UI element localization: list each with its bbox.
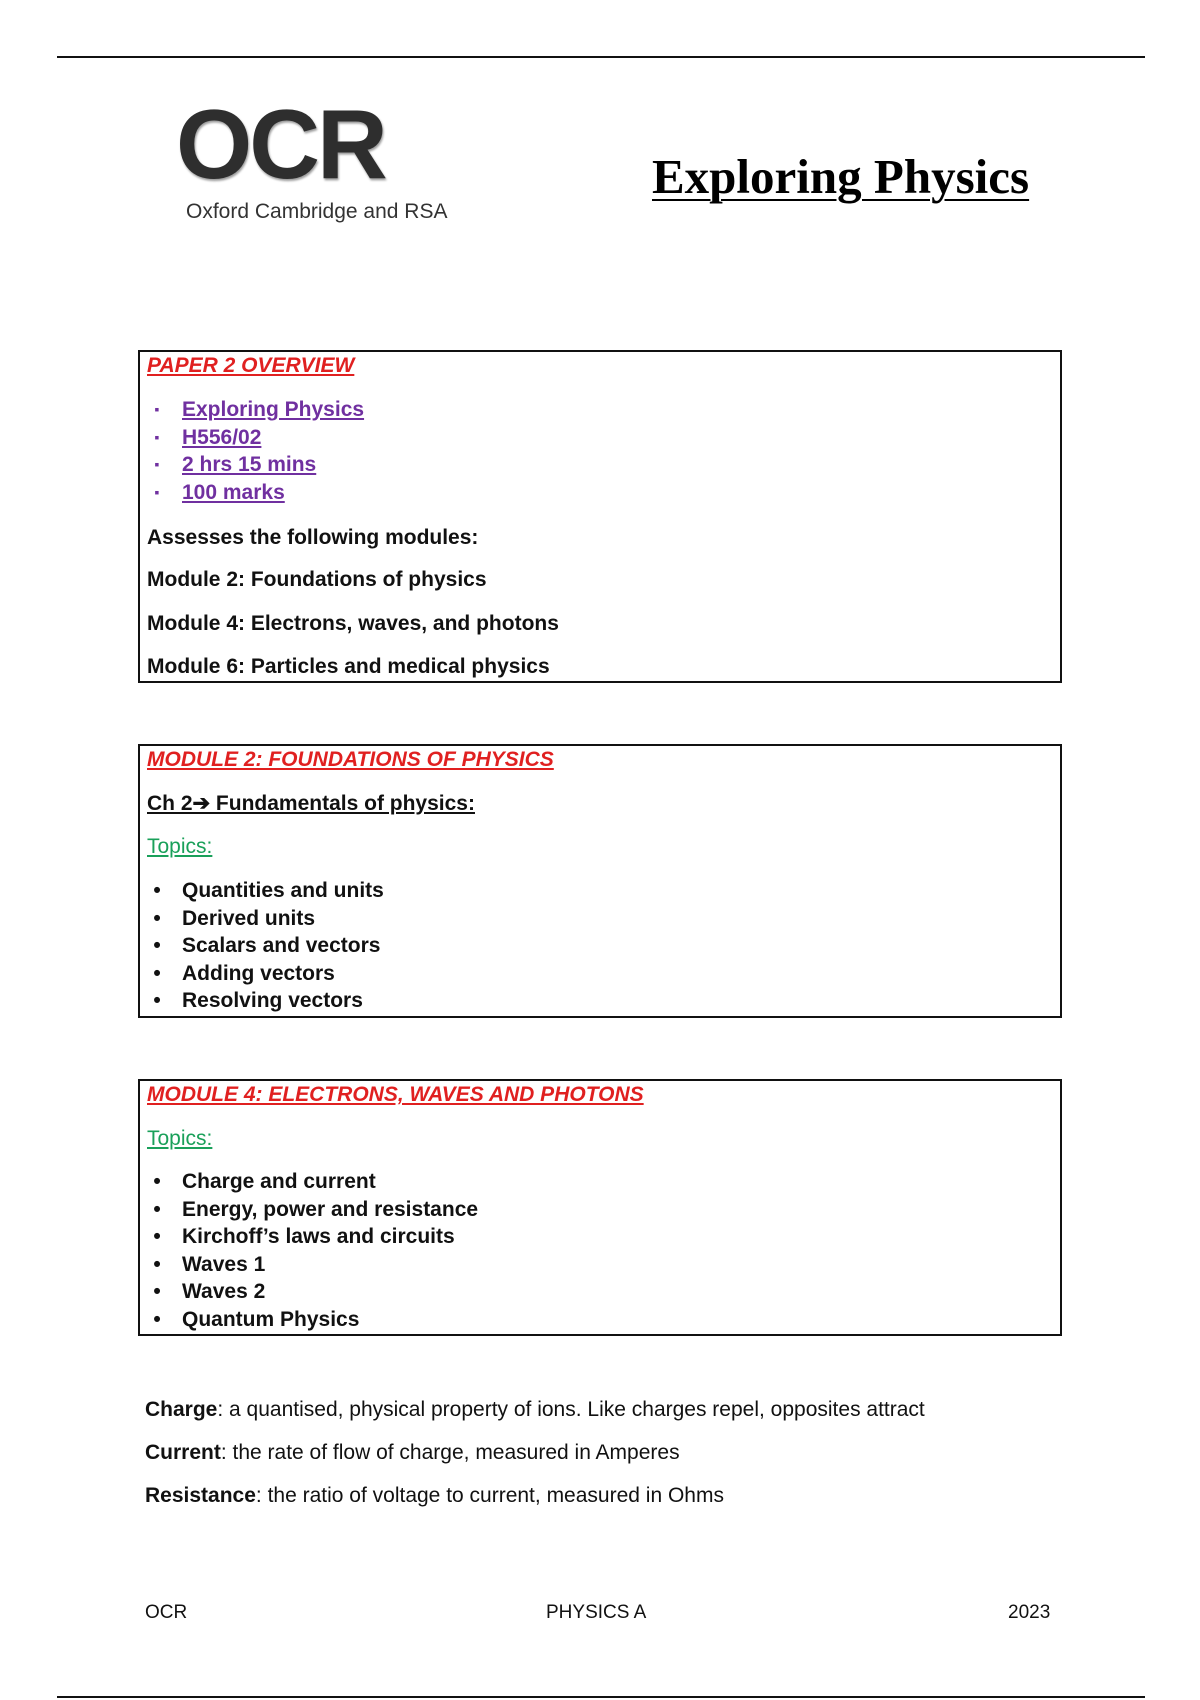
definition-text: : the ratio of voltage to current, measured in Ohms <box>255 1484 724 1507</box>
bullet-icon: • <box>153 1252 161 1276</box>
logo-wordmark: OCR <box>176 89 385 199</box>
square-bullet-icon: ▪ <box>154 428 160 445</box>
document-title: Exploring Physics <box>652 149 1030 204</box>
definition-term: Charge <box>145 1398 218 1421</box>
topic-label: Waves 1 <box>182 1252 266 1276</box>
overview-link[interactable]: 100 marks <box>182 480 285 504</box>
topic-label: Adding vectors <box>182 961 335 985</box>
definition-current <box>145 1441 680 1465</box>
bullet-icon: • <box>153 934 161 957</box>
definition-text: : the rate of flow of charge, measured in Amperes <box>220 1441 680 1464</box>
bullet-icon: • <box>153 879 161 902</box>
definition-text: : a quantised, physical property of ions. Like charges repel, opposites attract <box>217 1398 925 1421</box>
bullet-icon: • <box>153 961 161 985</box>
topic-label: Kirchoff’s laws and circuits <box>182 1225 455 1248</box>
footer-left: OCR <box>145 1602 188 1623</box>
module-4-heading: MODULE 4: ELECTRONS, WAVES AND PHOTONS <box>147 1083 644 1106</box>
logo-subtitle: Oxford Cambridge and RSA <box>186 200 448 223</box>
topic-label: Quantum Physics <box>182 1307 360 1331</box>
bullet-icon: • <box>153 989 161 1012</box>
ocr-logo <box>148 88 478 248</box>
top-rule <box>57 56 1145 58</box>
bullet-icon: • <box>153 1225 161 1248</box>
module-2-box <box>138 744 1062 1018</box>
topic-label: Derived units <box>182 906 316 930</box>
bottom-rule <box>57 1696 1145 1698</box>
definition-charge <box>145 1398 925 1422</box>
module-line: Module 4: Electrons, waves, and photons <box>147 612 559 635</box>
bullet-icon: • <box>153 1197 161 1221</box>
topic-label: Resolving vectors <box>182 989 363 1012</box>
overview-link[interactable]: Exploring Physics <box>182 398 365 421</box>
bullet-icon: • <box>153 1170 161 1193</box>
bullet-icon: • <box>153 1280 161 1303</box>
topic-label: Scalars and vectors <box>182 934 381 957</box>
chapter-title: Ch 2➔ Fundamentals of physics: <box>147 792 475 815</box>
bullet-icon: • <box>153 906 161 930</box>
square-bullet-icon: ▪ <box>154 483 160 500</box>
topic-label: Charge and current <box>182 1170 376 1193</box>
topics-label: Topics: <box>147 1127 213 1150</box>
module-line: Module 6: Particles and medical physics <box>147 655 550 678</box>
module-line: Module 2: Foundations of physics <box>147 568 487 591</box>
topics-label: Topics: <box>147 835 213 858</box>
definition-term: Current <box>145 1441 221 1464</box>
topic-label: Energy, power and resistance <box>182 1197 479 1221</box>
module-4-box <box>138 1079 1062 1336</box>
definition-term: Resistance <box>145 1484 256 1507</box>
square-bullet-icon: ▪ <box>154 456 160 472</box>
footer-right: 2023 <box>1008 1602 1051 1623</box>
overview-link[interactable]: 2 hrs 15 mins <box>182 453 317 476</box>
definition-resistance <box>145 1484 724 1508</box>
overview-link[interactable]: H556/02 <box>182 425 262 449</box>
assesses-text: Assesses the following modules: <box>147 526 479 549</box>
square-bullet-icon: ▪ <box>154 401 160 417</box>
topic-label: Waves 2 <box>182 1280 266 1303</box>
paper-overview-box <box>138 350 1062 683</box>
overview-heading: PAPER 2 OVERVIEW <box>147 354 355 377</box>
module-2-heading: MODULE 2: FOUNDATIONS OF PHYSICS <box>147 748 554 771</box>
bullet-icon: • <box>153 1307 161 1331</box>
footer-center: PHYSICS A <box>546 1602 647 1623</box>
topic-label: Quantities and units <box>182 879 384 902</box>
